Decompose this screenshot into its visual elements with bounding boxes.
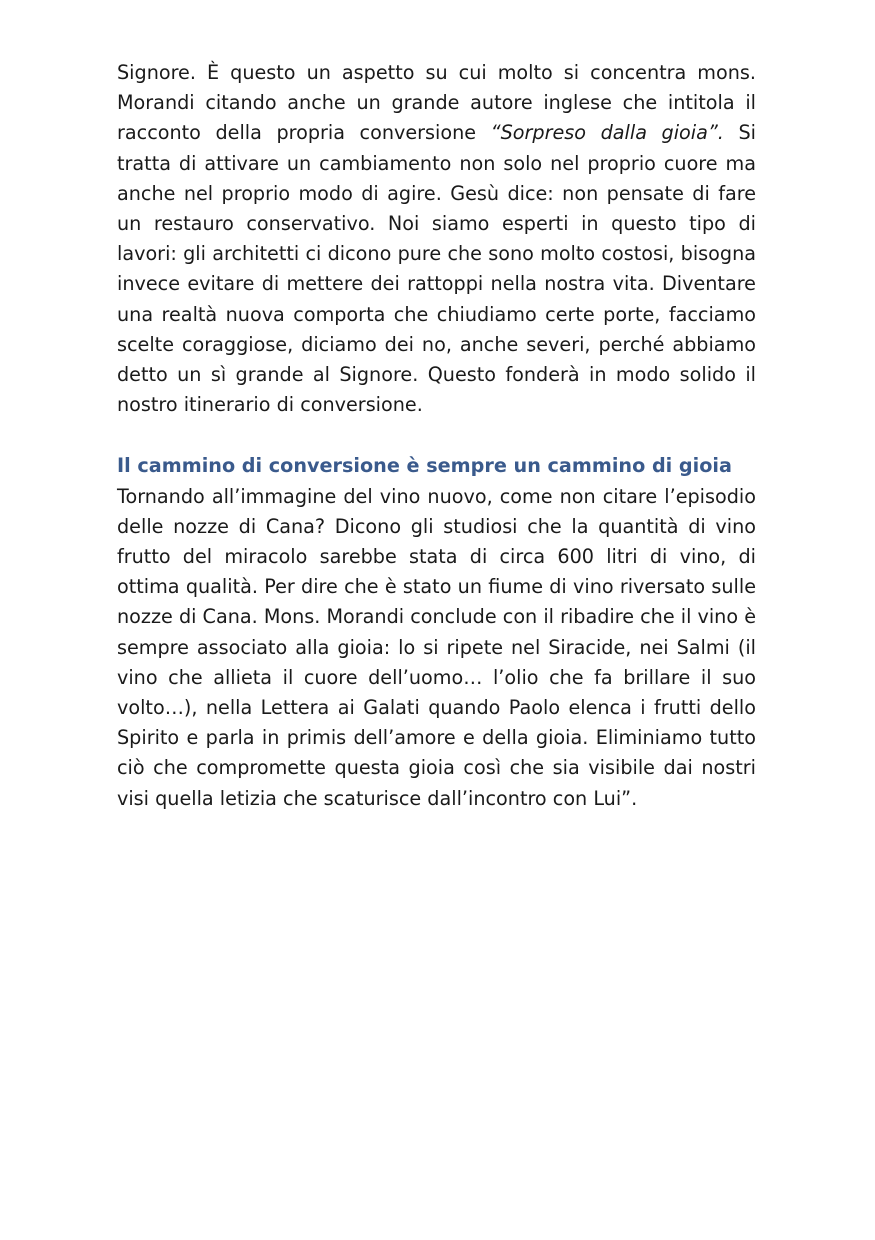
paragraph-1-text-end: Si tratta di attivare un cambiamento non solo nel proprio cuore ma anche nel proprio modo di agire. Gesù dice: non pensate di fare un restauro conservativo. Noi siamo esperti in questo tipo di lavori: gli architetti ci dicono pure che sono molto costosi, bisogna invece evitare di mettere dei rattoppi nella nostra vita. Diventare una realtà nuova comporta che chiudiamo certe porte, facciamo scelte coraggiose, diciamo dei no, anche severi, perché abbiamo detto un sì grande al Signore. Questo fonderà in modo solido il nostro itinerario di conversione. — [117, 121, 756, 417]
body-paragraph-2: Tornando all’immagine del vino nuovo, come non citare l’episodio delle nozze di Cana? Dicono gli studiosi che la quantità di vino frutto del miracolo sarebbe stata di circa 600 litri di vino, di ottima qualità. Per dire che è stato un fiume di vino riversato sulle nozze di Cana. Mons. Morandi conclude con il ribadire che il vino è sempre associato alla gioia: lo si ripete nel Siracide, nei Salmi (il vino che allieta il cuore dell’uomo… l’olio che fa brillare il suo volto…), nella Lettera ai Galati quando Paolo elenca i frutti dello Spirito e parla in primis dell’amore e della gioia. Eliminiamo tutto ciò che compromette questa gioia così che sia visibile dai nostri visi quella letizia che scaturisce dall’incontro con Lui”. — [117, 484, 756, 810]
body-paragraph-1 — [117, 58, 756, 420]
paragraph-1-text-start: Signore. È questo un aspetto su cui molto si concentra mons. Morandi citando anche un grande autore inglese che intitola il racconto della propria conversione — [117, 61, 756, 145]
section-heading: Il cammino di conversione è sempre un cammino di gioia — [117, 454, 732, 478]
document-page — [117, 58, 756, 814]
book-title-quote: “Sorpreso dalla gioia”. — [490, 121, 724, 145]
